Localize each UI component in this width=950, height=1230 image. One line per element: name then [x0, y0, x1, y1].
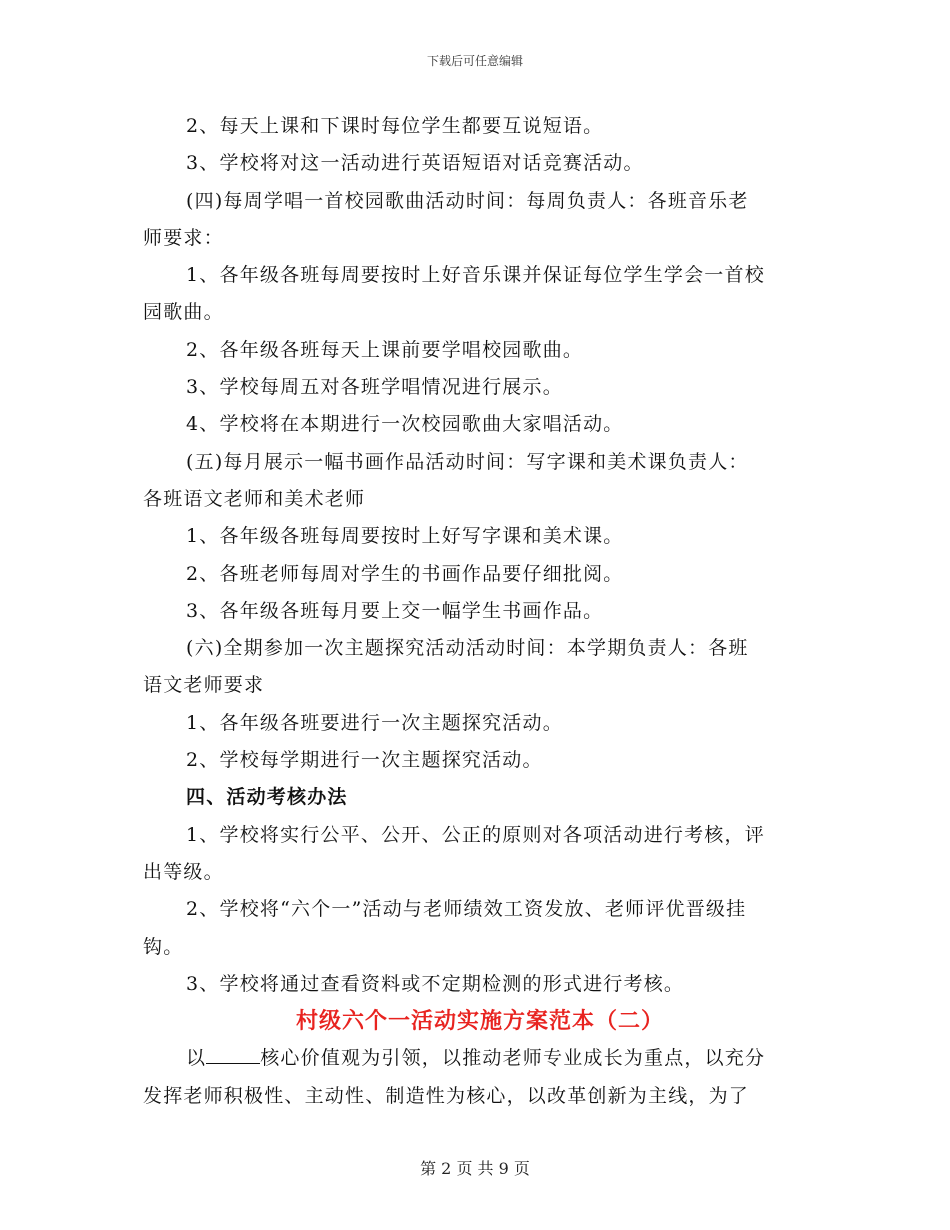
paragraph-line: 各班语文老师和美术老师 — [143, 487, 366, 510]
section-heading: (五)每月展示一幅书画作品活动时间：写字课和美术课负责人： — [186, 450, 749, 473]
list-item: 1、各年级各班每周要按时上好音乐课并保证每位学生学会一首校 — [186, 264, 765, 287]
list-item: 2、学校将“六个一”活动与老师绩效工资发放、老师评优晋级挂 — [186, 898, 747, 921]
list-item: 4、学校将在本期进行一次校园歌曲大家唱活动。 — [186, 413, 624, 436]
list-item: 3、学校将对这一活动进行英语短语对话竞赛活动。 — [186, 152, 644, 175]
page-header: 下载后可任意编辑 — [426, 54, 523, 68]
section-heading: (六)全期参加一次主题探究活动活动时间：本学期负责人：各班 — [186, 637, 749, 660]
paragraph-line: 发挥老师积极性、主动性、制造性为核心，以改革创新为主线，为了 — [143, 1084, 750, 1107]
paragraph-line: 出等级。 — [143, 860, 224, 883]
list-item: 1、各年级各班要进行一次主题探究活动。 — [186, 711, 563, 734]
paragraph-line: 师要求： — [143, 226, 224, 249]
section-title: 村级六个一活动实施方案范本（二） — [295, 1008, 664, 1035]
list-item: 2、各年级各班每天上课前要学唱校园歌曲。 — [186, 338, 584, 361]
para-prefix: 以 — [186, 1047, 207, 1070]
section-heading-bold: 四、活动考核办法 — [186, 786, 348, 809]
list-item: 3、学校每周五对各班学唱情况进行展示。 — [186, 376, 563, 399]
list-item: 3、各年级各班每月要上交一幅学生书画作品。 — [186, 599, 604, 622]
list-item: 2、各班老师每周对学生的书画作品要仔细批阅。 — [186, 562, 624, 585]
para-suffix: 核心价值观为引领，以推动老师专业成长为重点，以充分 — [260, 1047, 766, 1070]
list-item: 2、学校每学期进行一次主题探究活动。 — [186, 749, 543, 772]
section-heading: (四)每周学唱一首校园歌曲活动时间：每周负责人：各班音乐老 — [186, 189, 749, 212]
list-item: 1、各年级各班每周要按时上好写字课和美术课。 — [186, 525, 624, 548]
list-item: 3、学校将通过查看资料或不定期检测的形式进行考核。 — [186, 972, 685, 995]
paragraph-line: 语文老师要求 — [143, 674, 265, 697]
page-footer: 第 2 页 共 9 页 — [420, 1159, 530, 1178]
document-body — [143, 108, 807, 1115]
list-item: 1、学校将实行公平、公开、公正的原则对各项活动进行考核，评 — [186, 823, 765, 846]
paragraph-line — [143, 1040, 807, 1077]
paragraph-line: 钩。 — [143, 935, 184, 958]
fill-in-blank — [206, 1045, 260, 1064]
paragraph-line: 园歌曲。 — [143, 301, 224, 324]
list-item: 2、每天上课和下课时每位学生都要互说短语。 — [186, 115, 604, 137]
